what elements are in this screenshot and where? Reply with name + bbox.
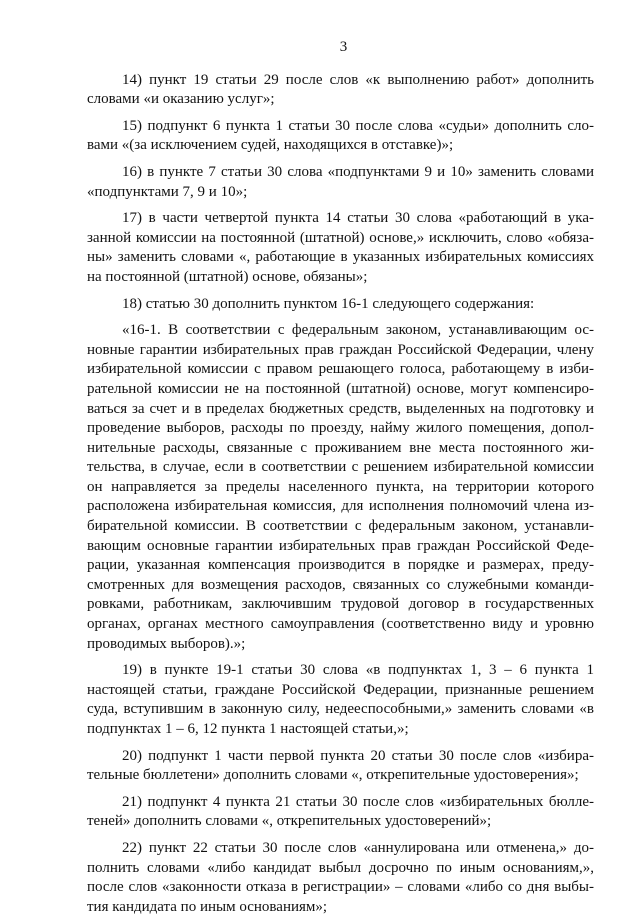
page-number: 3 xyxy=(339,39,348,55)
paragraph-item-20: 20) подпункт 1 части первой пункта 20 статьи 30 после слов «избирательные бюллетени» дополнить словами «, открепительные удостоверения»; xyxy=(87,747,594,784)
paragraph-item-17: 17) в части четвертой пункта 14 статьи 30 слова «работающий в указанной комиссии на постоянной (штатной) основе,» исключить, слово «обязаны» заменить словами «, работающие в указанных избирательных комиссиях на постоянной (штатной) основе, обязаны»; xyxy=(87,210,594,285)
paragraph-item-16: 16) в пункте 7 статьи 30 слова «подпунктами 9 и 10» заменить словами «подпунктами 7, 9 и 10»; xyxy=(87,163,594,200)
paragraph-item-19: 19) в пункте 19-1 статьи 30 слова «в подпунктах 1, 3 – 6 пункта 1 настоящей статьи, граждане Российской Федерации, признанные решением суда, вступившим в законную силу, недееспособными,» заменить словами «в подпунктах 1 – 6, 12 пункта 1 настоящей статьи,»; xyxy=(87,662,594,737)
paragraph-quoted-article-16-1: «16-1. В соответствии с федеральным законом, устанавливающим основные гарантии избирательных прав граждан Российской Федерации, члену избирательной комиссии с правом решающего голоса, работающему в избирательной комиссии не на постоянной (штатной) основе, могут компенсироваться за счет и в пределах бюджетных средств, выделенных на подготовку и проведение выборов, расходы по проезду, найму жилого помещения, дополнительные расходы, связанные с проживанием вне места постоянного жительства, в случае, если в соответствии с решением избирательной комиссии он направляется за пределы населенного пункта, на территории которого расположена избирательная комиссия, для исполнения полномочий члена избирательной комиссии. В соответствии с федеральным законом, устанавливающим основные гарантии избирательных прав граждан Российской Федерации, указанная компенсация производится в порядке и размерах, предусмотренных для возмещения расходов, связанных со служебными командировками, работникам, заключившим трудовой договор в государственных органах, органах местного самоуправления (соответственно виду и уровню проводимых выборов).»; xyxy=(87,322,594,652)
paragraph-item-21: 21) подпункт 4 пункта 21 статьи 30 после слов «избирательных бюллетеней» дополнить словами «, открепительных удостоверений»; xyxy=(87,793,594,830)
paragraph-item-14: 14) пункт 19 статьи 29 после слов «к выполнению работ» дополнить словами «и оказанию услуг»; xyxy=(87,71,594,108)
paragraph-item-18: 18) статью 30 дополнить пунктом 16-1 следующего содержания: xyxy=(122,295,535,312)
paragraph-item-22: 22) пункт 22 статьи 30 после слов «аннулирована или отменена,» дополнить словами «либо кандидат выбыл досрочно по иным основаниям,», после слов «законности отказа в регистрации» – словами «либо со дня выбытия кандидата по иным основаниям»; xyxy=(87,839,594,915)
paragraph-item-15: 15) подпункт 6 пункта 1 статьи 30 после слова «судьи» дополнить словами «(за исключением судей, находящихся в отставке)»; xyxy=(87,117,594,154)
